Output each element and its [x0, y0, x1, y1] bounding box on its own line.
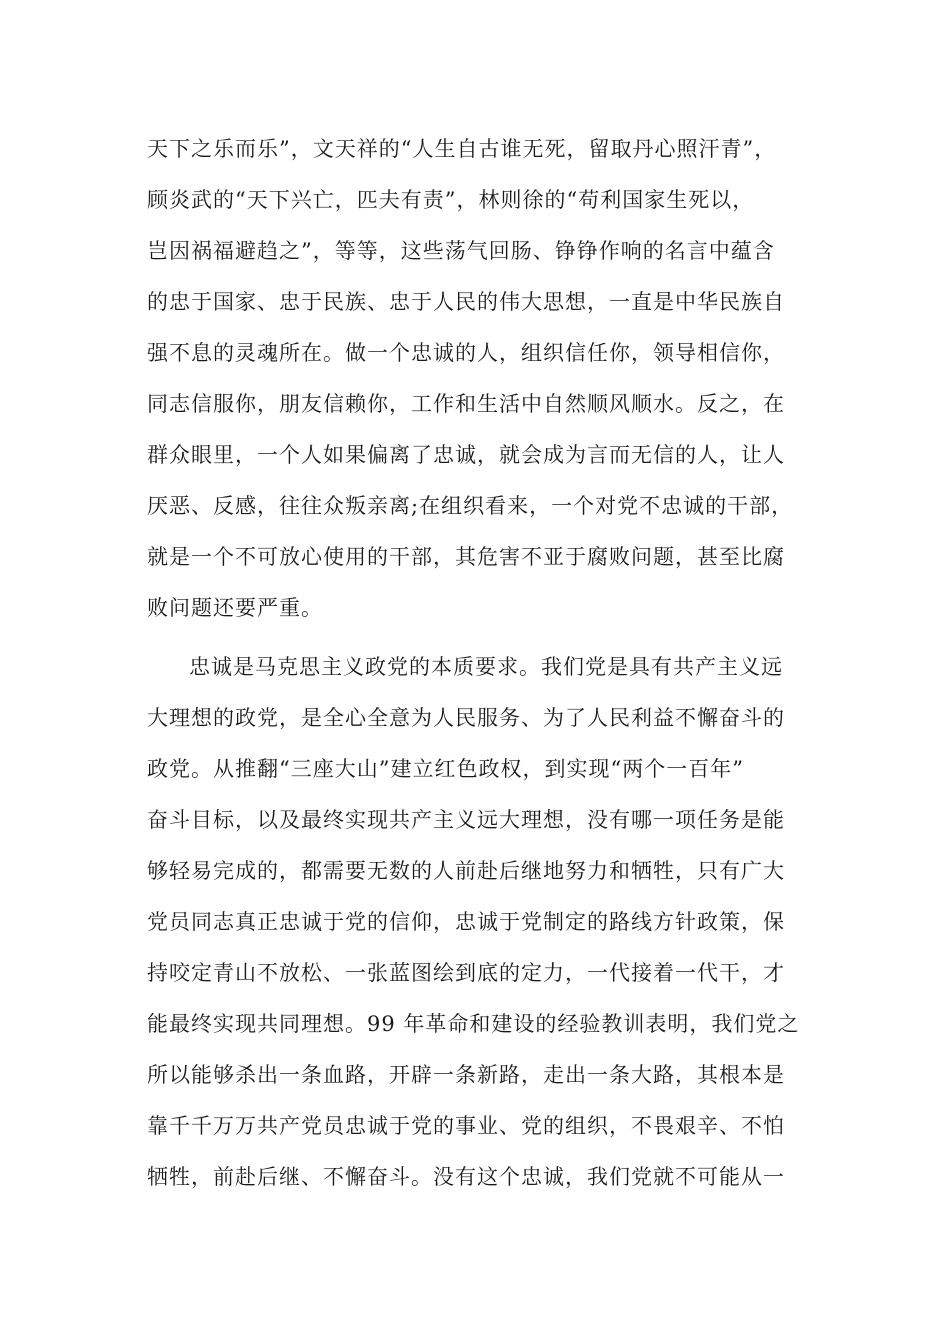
paragraph-line: 厌恶、反感，往往众叛亲离;在组织看来，一个对党不忠诚的干部， [147, 494, 794, 518]
paragraph-line: 大理想的政党，是全心全意为人民服务、为了人民利益不懈奋斗的 [147, 706, 785, 730]
paragraph-line: 忠诚是马克思主义政党的本质要求。我们党是具有共产主义远 [189, 655, 783, 679]
paragraph-line: 党员同志真正忠诚于党的信仰，忠诚于党制定的路线方针政策，保 [147, 910, 785, 934]
paragraph-line: 强不息的灵魂所在。做一个忠诚的人，组织信任你，领导相信你， [147, 341, 785, 365]
paragraph-line: 政党。从推翻“三座大山”建立红色政权，到实现“两个一百年” [147, 757, 744, 781]
paragraph-line: 的忠于国家、忠于民族、忠于人民的伟大思想，一直是中华民族自 [147, 290, 785, 314]
paragraph-line: 牺牲，前赴后继、不懈奋斗。没有这个忠诚，我们党就不可能从一 [147, 1165, 785, 1189]
paragraph-line: 群众眼里，一个人如果偏离了忠诚，就会成为言而无信的人，让人 [147, 443, 785, 467]
paragraph-line: 同志信服你，朋友信赖你，工作和生活中自然顺风顺水。反之，在 [147, 392, 785, 416]
paragraph-line: 靠千千万万共产党员忠诚于党的事业、党的组织，不畏艰辛、不怕 [147, 1114, 785, 1138]
paragraph-line: 所以能够杀出一条血路，开辟一条新路，走出一条大路，其根本是 [147, 1063, 785, 1087]
paragraph-line: 够轻易完成的，都需要无数的人前赴后继地努力和牺牲，只有广大 [147, 859, 785, 883]
paragraph-line: 就是一个不可放心使用的干部，其危害不亚于腐败问题，甚至比腐 [147, 545, 785, 569]
paragraph-line: 顾炎武的“天下兴亡，匹夫有责”，林则徐的“苟利国家生死以， [147, 188, 755, 212]
paragraph-line: 奋斗目标，以及最终实现共产主义远大理想，没有哪一项任务是能 [147, 808, 785, 832]
paragraph-line: 岂因祸福避趋之”，等等，这些荡气回肠、铮铮作响的名言中蕴含 [147, 239, 775, 263]
paragraph-line: 天下之乐而乐”，文天祥的“人生自古谁无死，留取丹心照汗青”， [147, 137, 777, 161]
paragraph-line: 持咬定青山不放松、一张蓝图绘到底的定力，一代接着一代干，才 [147, 961, 785, 985]
paragraph-line: 败问题还要严重。 [147, 596, 323, 620]
paragraph-line: 能最终实现共同理想。99 年革命和建设的经验教训表明，我们党之 [147, 1012, 800, 1036]
